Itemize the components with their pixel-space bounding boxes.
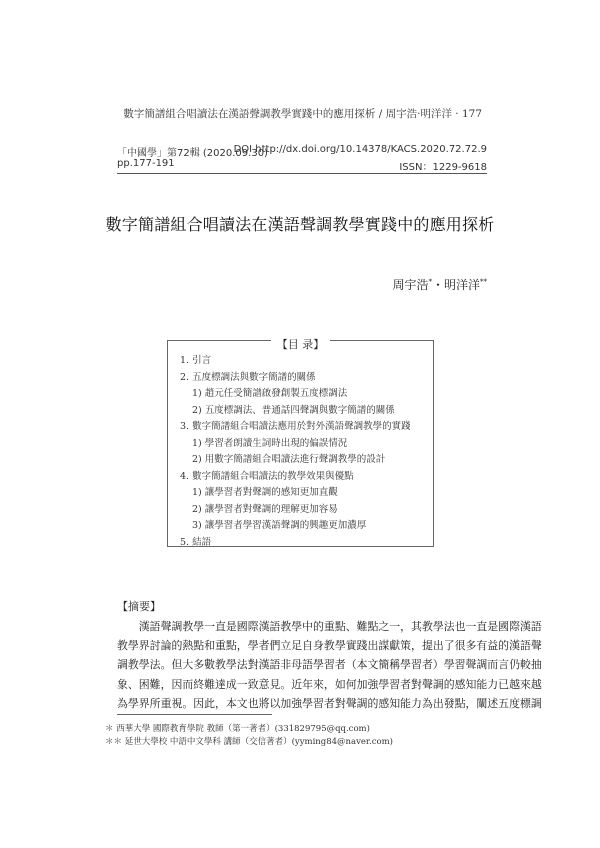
author-1: 周宇浩 [392, 278, 429, 292]
toc-item[interactable]: 1) 讓學習者對聲調的感知更加直觀 [192, 487, 338, 498]
abstract-line: 教學界討論的熱點和重點，學者們立足自身教學實踐出謀獻策，提出了很多有益的漢語聲 [117, 639, 542, 653]
toc-item[interactable]: 1) 學習者朗讀生詞時出現的偏誤情況 [192, 437, 348, 449]
toc-item[interactable]: 5. 結語 [180, 536, 212, 548]
footnotes [105, 723, 393, 748]
toc-item[interactable]: 4. 數字簡譜組合唱讀法的教學效果與優點 [180, 470, 354, 482]
running-head: 數字簡譜組合唱讀法在漢語聲調教學實踐中的應用探析 / 周宇浩·明洋洋 · 177 [123, 108, 482, 120]
journal-issue: 「中國學」第72輯 (2020.09.30) [117, 148, 268, 159]
author-line [392, 276, 487, 293]
abstract-line: 調教學法。但大多數教學法對漢語非母語學習者（本文簡稱學習者）學習聲調而言仍較抽 [117, 658, 542, 672]
meta-divider [117, 173, 487, 174]
abstract-label: 【摘要】 [117, 600, 161, 613]
toc-item[interactable]: 1) 趙元任受簡譜啟發創製五度標調法 [192, 388, 348, 399]
author-2: 明洋洋 [443, 278, 480, 292]
toc-list [180, 352, 411, 550]
page-range: pp.177-191 [117, 158, 175, 169]
toc-item[interactable]: 2) 用數字簡譜組合唱讀法進行聲調教學的設計 [192, 454, 386, 465]
author-separator: ・ [431, 278, 444, 292]
toc-heading: 【目 录】 [271, 338, 331, 351]
footnote: ＊ 西華大學 國際教育學院 教師（第一著者）(331829795@qq.com) [105, 724, 370, 734]
author-1-mark: * [428, 278, 432, 286]
abstract-line: 為學界所重視。因此，本文也將以加強學習者對聲調的感知能力為出發點，闡述五度標調 [117, 696, 542, 710]
footnote: ＊＊ 延世大學校 中語中文學科 講師（交信著者）(yyming84@naver.com) [105, 736, 393, 747]
footnote-divider [117, 714, 272, 715]
issn: ISSN：1229-9618 [399, 162, 487, 173]
abstract-line: 漢語聲調教學一直是國際漢語教學中的重點、難點之一，其教學法也一直是國際漢語 [117, 620, 542, 633]
author-2-mark: ** [480, 278, 487, 286]
article-title: 數字簡譜組合唱讀法在漢語聲調教學實踐中的應用探析 [105, 215, 495, 234]
abstract-text [117, 617, 542, 713]
toc-item[interactable]: 2) 五度標調法、普通話四聲調與數字簡譜的關係 [192, 404, 395, 416]
toc-item[interactable]: 3) 讓學習者學習漢語聲調的興趣更加濃厚 [192, 520, 367, 531]
doi-link[interactable]: DOI http://dx.doi.org/10.14378/KACS.2020.72.72.9 [233, 144, 487, 155]
toc-item[interactable]: 2) 讓學習者對聲調的理解更加容易 [192, 503, 338, 515]
toc-item[interactable]: 2. 五度標調法與數字簡譜的關係 [180, 371, 316, 383]
toc-item[interactable]: 3. 數字簡譜組合唱讀法應用於對外漢語聲調教學的實踐 [180, 421, 411, 432]
toc-item[interactable]: 1. 引言 [180, 355, 212, 366]
table-of-contents [167, 340, 434, 547]
abstract-line: 象、困難，因而終難達成一致意見。近年來，如何加強學習者對聲調的感知能力已越來越 [117, 677, 542, 691]
